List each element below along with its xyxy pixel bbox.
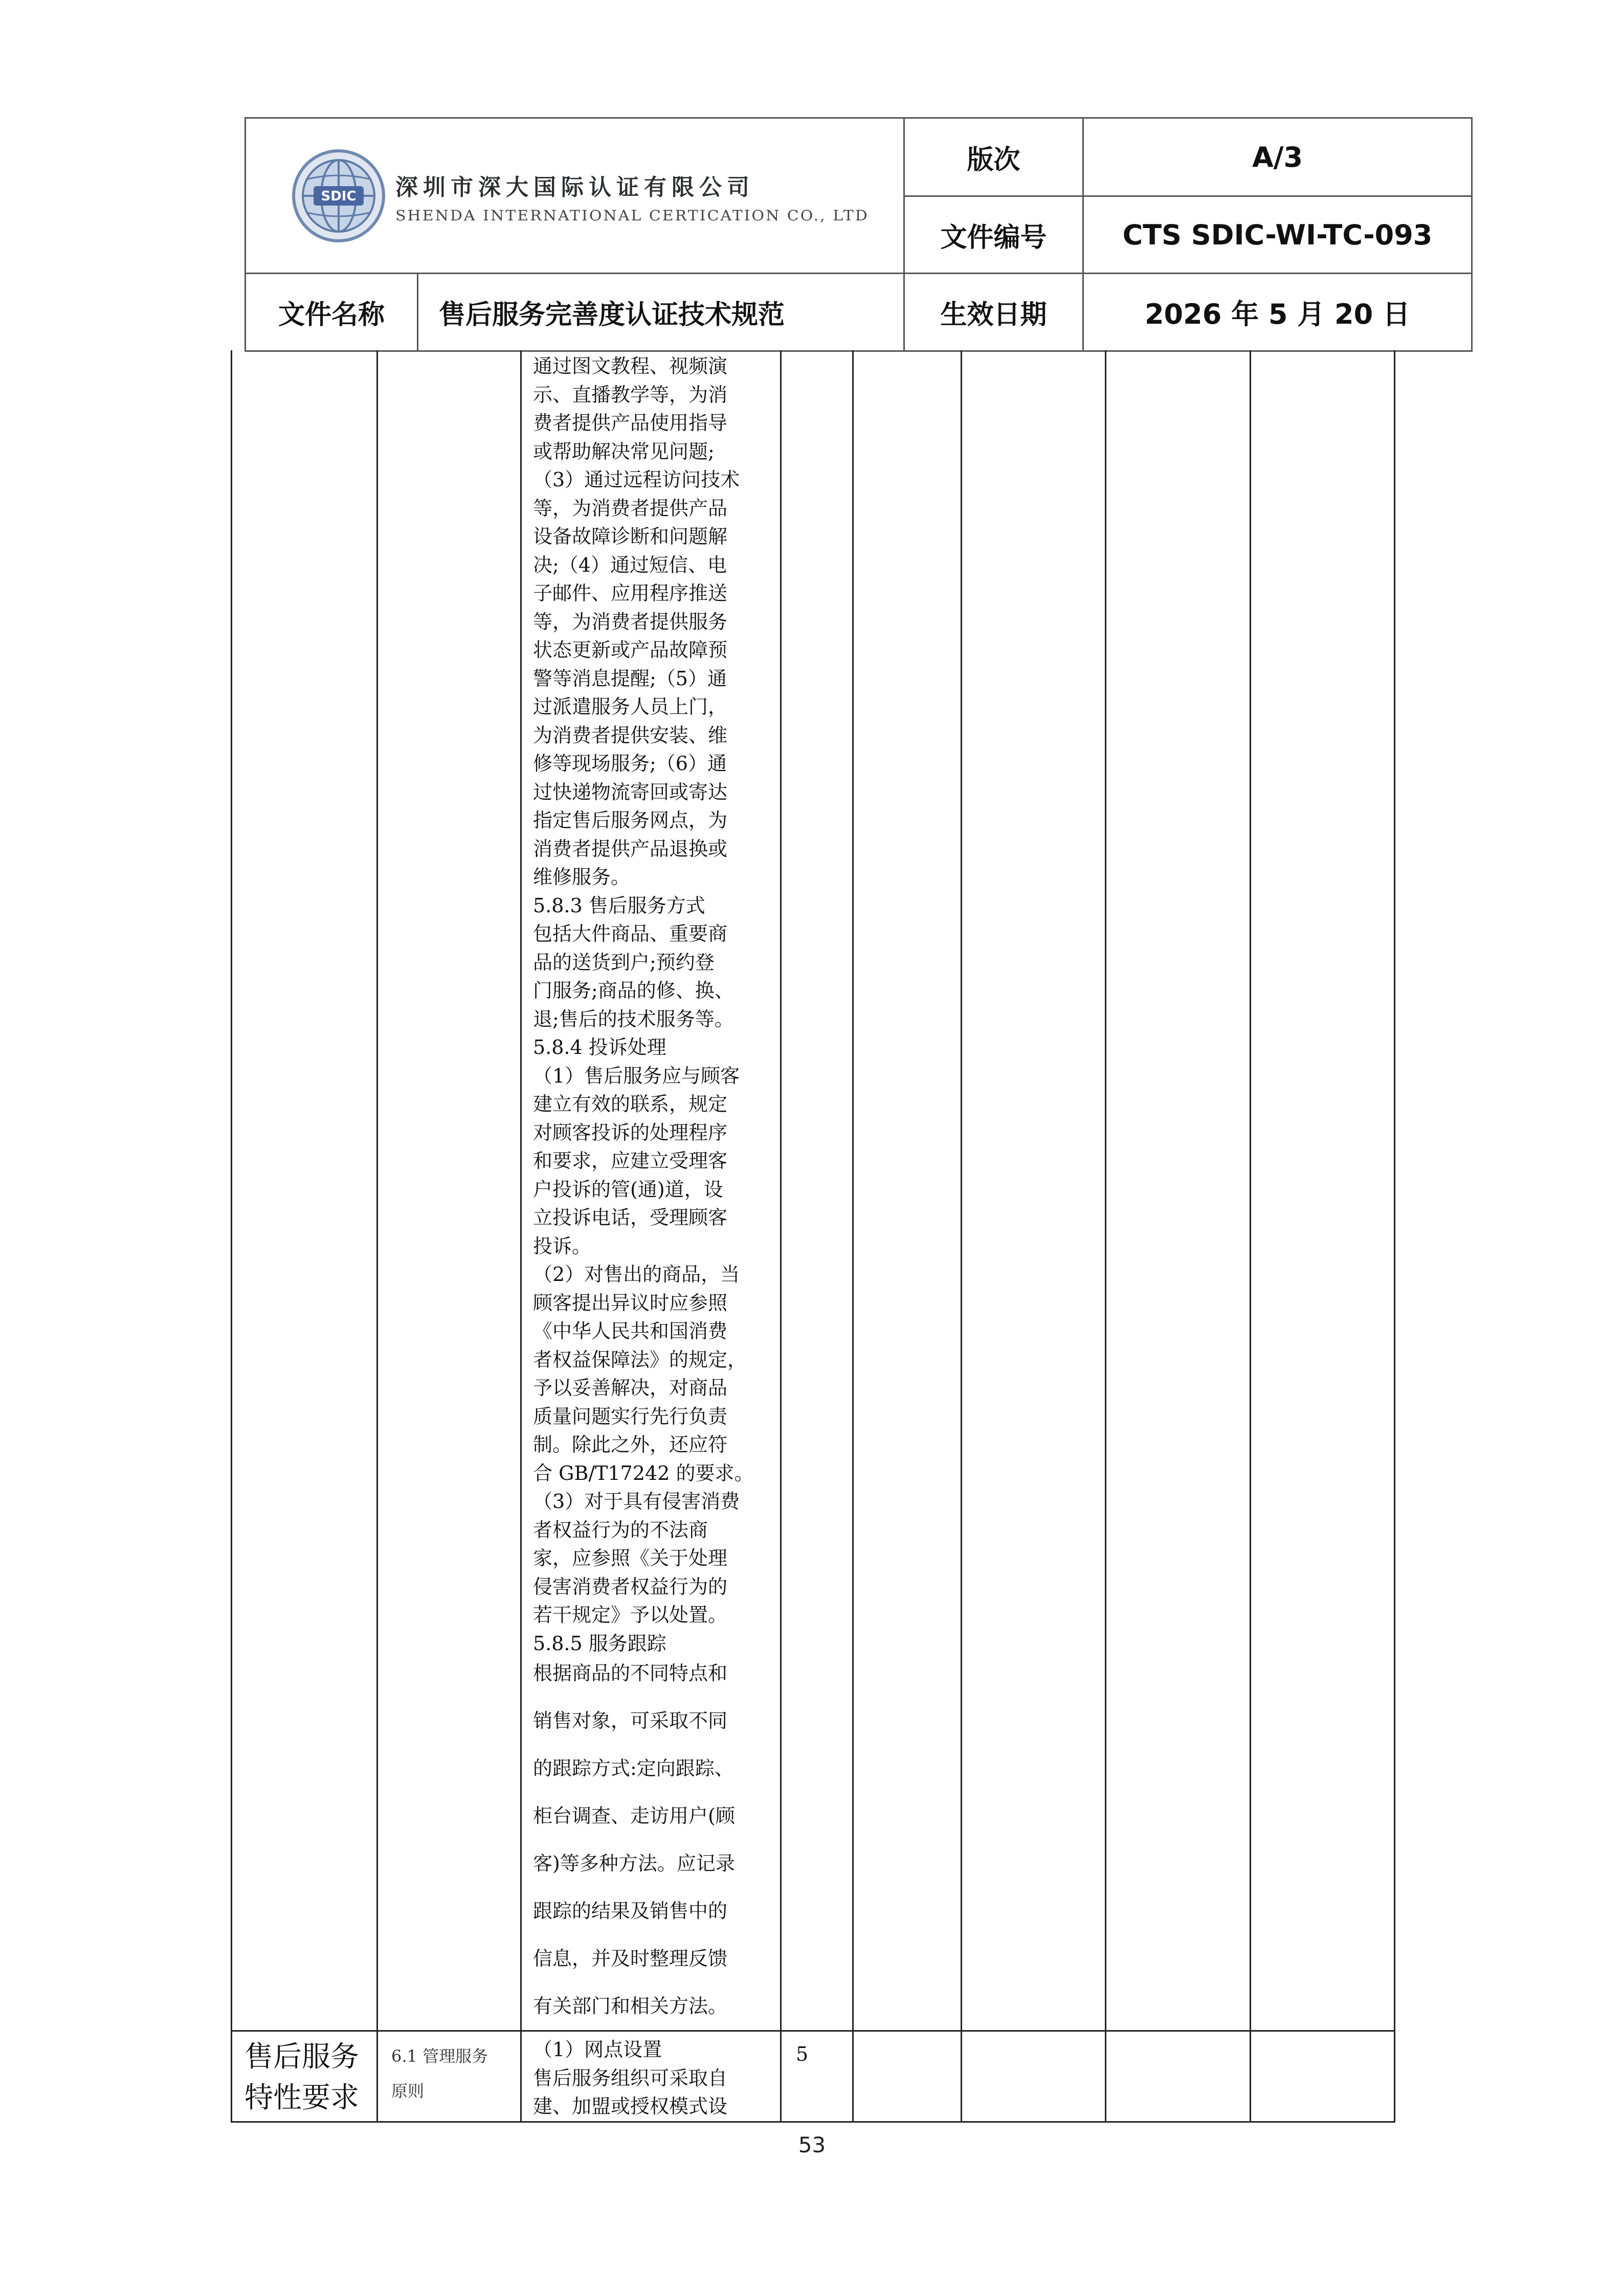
table-cell-empty-3	[1106, 350, 1251, 2031]
doc-name-label: 文件名称	[246, 274, 418, 351]
table-cell-empty-4	[1251, 2031, 1395, 2122]
doc-name-value: 售后服务完善度认证技术规范	[418, 274, 904, 351]
logo-text: SDIC	[321, 188, 357, 204]
effective-date-value: 2026 年 5 月 20 日	[1083, 274, 1472, 351]
doc-number-label: 文件编号	[904, 196, 1083, 274]
table-cell-empty-1	[853, 350, 962, 2031]
table-cell-section	[232, 350, 377, 2031]
requirement-text: 通过图文教程、视频演 示、直播教学等，为消 费者提供产品使用指导 或帮助解决常见问题; （3）通过远程访问技术 等，为消费者提供产品 设备故障诊断和问题解 决;（4）通过短信、电 子邮件、应用程序推送 等，为消费者提供服务 状态更新或产品故障预 警等消息提醒;（5）通 过派遣服务人员上门， 为消费者提供安装、维 修等现场服务;（6）通 过快递物流寄回或寄达 指定售后服务网点，为 消费者提供产品退换或 维修服务。 5.8.3 售后服务方式 包括大件商品、重要商 品的送货到户;预约登 门服务;商品的修、换、 退;售后的技术服务等。 5.8.4 投诉处理 （1）售后服务应与顾客 建立有效的联系，规定 对顾客投诉的处理程序 和要求，应建立受理客 户投诉的管(通)道，设 立投诉电话，受理顾客 投诉。 （2）对售出的商品，当 顾客提出异议时应参照 《中华人民共和国消费 者权益保障法》的规定， 予以妥善解决，对商品 质量问题实行先行负责 制。除此之外，还应符 合 GB/T17242 的要求。 （3）对于具有侵害消费 者权益行为的不法商 家，应参照《关于处理 侵害消费者权益行为的 若干规定》予以处置。 5.8.5 服务跟踪	[533, 355, 754, 1655]
table-cell-empty-2	[962, 350, 1106, 2031]
table-cell-empty-2	[962, 2031, 1106, 2122]
clause-title: 6.1 管理服务 原则	[391, 2046, 488, 2101]
requirement-text-tracking: 根据商品的不同特点和 销售对象，可采取不同 的跟踪方式:定向跟踪、 柜台调查、走访用户(顾 客)等多种方法。应记录 跟踪的结果及销售中的 信息，并及时整理反馈 有关部门和相关方法。	[533, 1662, 735, 2017]
table-cell-score	[781, 350, 853, 2031]
table-cell-clause	[377, 2031, 521, 2122]
table-cell-clause	[377, 350, 521, 2031]
company-name-cn: 深圳市深大国际认证有限公司	[395, 174, 754, 200]
table-cell-empty-4	[1251, 350, 1395, 2031]
version-value: A/3	[1083, 118, 1472, 196]
table-cell-empty-1	[853, 2031, 962, 2122]
globe-logo-icon	[290, 147, 387, 244]
effective-date-label: 生效日期	[904, 274, 1083, 351]
document-header	[244, 117, 1473, 352]
version-label: 版次	[904, 118, 1083, 196]
table-cell-content	[521, 2031, 781, 2122]
requirement-text: （1）网点设置 售后服务组织可采取自 建、加盟或授权模式设	[533, 2038, 728, 2118]
doc-number-value: CTS SDIC-WI-TC-093	[1083, 196, 1472, 274]
table-cell-score	[781, 2031, 853, 2122]
requirements-table	[231, 350, 1395, 2123]
company-name-en: SHENDA INTERNATIONAL CERTICATION CO., LTD	[395, 208, 869, 224]
section-title: 售后服务 特性要求	[244, 2040, 359, 2114]
table-cell-empty-3	[1106, 2031, 1251, 2122]
score-value: 5	[796, 2043, 809, 2065]
table-cell-section	[232, 2031, 377, 2122]
page-number: 53	[798, 2132, 826, 2157]
table-cell-content	[521, 350, 781, 2031]
company-logo-block	[246, 118, 904, 274]
